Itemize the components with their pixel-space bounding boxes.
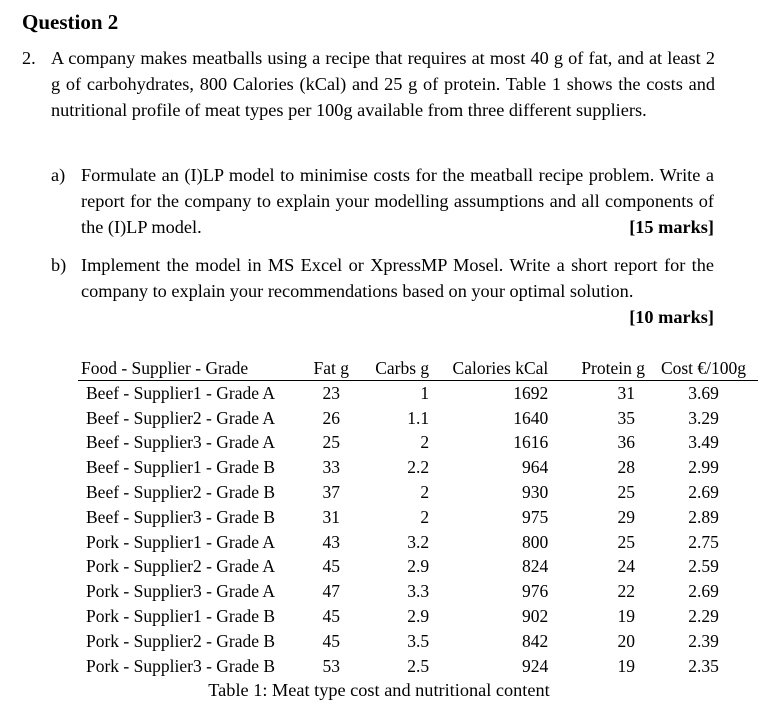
- cell-food: Pork - Supplier2 - Grade B: [86, 630, 276, 651]
- question-number: 2.: [22, 48, 36, 68]
- cell-food: Pork - Supplier1 - Grade B: [86, 606, 276, 627]
- table-header-row: [78, 357, 758, 381]
- cell-food: Beef - Supplier2 - Grade B: [86, 482, 276, 503]
- table-row: [78, 431, 758, 456]
- cell-calories: 1692: [513, 382, 549, 403]
- part-a-label: a): [51, 165, 66, 185]
- cell-calories: 1616: [513, 432, 549, 453]
- header-calories: Calories kCal: [433, 357, 552, 381]
- cell-fat: 25: [322, 432, 341, 453]
- header-fat: Fat g: [307, 357, 356, 381]
- table-row: [78, 505, 758, 530]
- cell-protein: 28: [617, 457, 636, 478]
- cell-cost: 2.75: [688, 531, 719, 552]
- cell-calories: 902: [522, 606, 549, 627]
- table-row: [78, 629, 758, 654]
- table-row: [78, 381, 758, 406]
- part-a-marks: [15 marks]: [629, 217, 714, 237]
- part-b-marks: [10 marks]: [629, 307, 714, 327]
- part-a: [81, 162, 714, 240]
- cell-carbs: 2.9: [407, 606, 430, 627]
- cell-protein: 24: [617, 556, 636, 577]
- cell-protein: 19: [617, 655, 636, 676]
- question-heading: Question 2: [22, 10, 119, 34]
- cell-cost: 2.89: [688, 506, 719, 527]
- table-row: [78, 555, 758, 580]
- table-row: [78, 530, 758, 555]
- cell-protein: 31: [617, 382, 636, 403]
- cell-carbs: 3.2: [407, 531, 430, 552]
- cell-calories: 964: [522, 457, 549, 478]
- cell-protein: 19: [617, 606, 636, 627]
- cell-cost: 2.29: [688, 606, 719, 627]
- cell-protein: 29: [617, 506, 636, 527]
- cell-carbs: 2.5: [407, 655, 430, 676]
- table-row: [78, 455, 758, 480]
- cell-protein: 25: [617, 531, 636, 552]
- cell-calories: 800: [522, 531, 549, 552]
- header-cost: Cost €/100g: [649, 357, 758, 381]
- table-row: [78, 604, 758, 629]
- cell-fat: 45: [322, 630, 341, 651]
- cell-food: Pork - Supplier1 - Grade A: [86, 531, 276, 552]
- cell-fat: 37: [322, 482, 341, 503]
- cell-protein: 35: [617, 407, 636, 428]
- cell-fat: 31: [322, 506, 341, 527]
- cell-food: Beef - Supplier1 - Grade A: [86, 382, 276, 403]
- cell-cost: 3.69: [688, 382, 719, 403]
- cell-cost: 2.35: [688, 655, 719, 676]
- cell-fat: 47: [322, 581, 341, 602]
- cell-calories: 824: [522, 556, 549, 577]
- cell-cost: 2.69: [688, 482, 719, 503]
- table-row: [78, 579, 758, 604]
- cell-calories: 1640: [513, 407, 549, 428]
- cell-calories: 842: [522, 630, 549, 651]
- cell-carbs: 2: [420, 482, 430, 503]
- cell-cost: 2.39: [688, 630, 719, 651]
- part-a-text: Formulate an (I)LP model to minimise costs for the meatball recipe problem. Write a report for the company to explain your modelling assumptions and all components of the (I)LP model.: [81, 165, 714, 237]
- cell-carbs: 1.1: [407, 407, 430, 428]
- cell-protein: 36: [617, 432, 636, 453]
- header-food: Food - Supplier - Grade: [78, 357, 307, 381]
- cell-fat: 23: [322, 382, 341, 403]
- cell-carbs: 2.9: [407, 556, 430, 577]
- cell-calories: 976: [522, 581, 549, 602]
- cell-cost: 3.49: [688, 432, 719, 453]
- table-row: [78, 480, 758, 505]
- cell-fat: 43: [322, 531, 341, 552]
- cell-food: Beef - Supplier3 - Grade B: [86, 506, 276, 527]
- cell-food: Beef - Supplier3 - Grade A: [86, 432, 276, 453]
- table-row: [78, 654, 758, 679]
- cell-calories: 924: [522, 655, 549, 676]
- cell-fat: 53: [322, 655, 341, 676]
- cell-food: Pork - Supplier2 - Grade A: [86, 556, 276, 577]
- cell-cost: 2.99: [688, 457, 719, 478]
- cell-fat: 45: [322, 606, 341, 627]
- part-b-text: Implement the model in MS Excel or XpressMP Mosel. Write a short report for the company to explain your recommendations based on your optimal solution.: [81, 255, 714, 301]
- table-row: [78, 406, 758, 431]
- nutrition-table: [78, 357, 758, 679]
- cell-cost: 2.69: [688, 581, 719, 602]
- cell-fat: 26: [322, 407, 341, 428]
- header-carbs: Carbs g: [356, 357, 433, 381]
- cell-food: Beef - Supplier1 - Grade B: [86, 457, 276, 478]
- cell-protein: 20: [617, 630, 636, 651]
- cell-carbs: 2.2: [407, 457, 430, 478]
- cell-cost: 2.59: [688, 556, 719, 577]
- part-b-label: b): [51, 255, 67, 275]
- cell-carbs: 1: [420, 382, 430, 403]
- cell-carbs: 2: [420, 432, 430, 453]
- cell-food: Beef - Supplier2 - Grade A: [86, 407, 276, 428]
- cell-carbs: 2: [420, 506, 430, 527]
- cell-cost: 3.29: [688, 407, 719, 428]
- cell-food: Pork - Supplier3 - Grade B: [86, 655, 276, 676]
- table-body: [78, 381, 758, 679]
- table-caption: Table 1: Meat type cost and nutritional content: [208, 680, 550, 700]
- question-text: A company makes meatballs using a recipe that requires at most 40 g of fat, and at least 2 g of carbohydrates, 800 Calories (kCal) and 25 g of protein. Table 1 shows the costs and nutritional profile of meat types per 100g available from three different suppliers.: [51, 48, 715, 120]
- cell-food: Pork - Supplier3 - Grade A: [86, 581, 276, 602]
- cell-carbs: 3.5: [407, 630, 430, 651]
- part-b: [81, 252, 714, 330]
- cell-calories: 930: [522, 482, 549, 503]
- cell-protein: 25: [617, 482, 636, 503]
- cell-calories: 975: [522, 506, 549, 527]
- cell-carbs: 3.3: [407, 581, 430, 602]
- cell-protein: 22: [617, 581, 636, 602]
- cell-fat: 45: [322, 556, 341, 577]
- header-protein: Protein g: [552, 357, 649, 381]
- cell-fat: 33: [322, 457, 341, 478]
